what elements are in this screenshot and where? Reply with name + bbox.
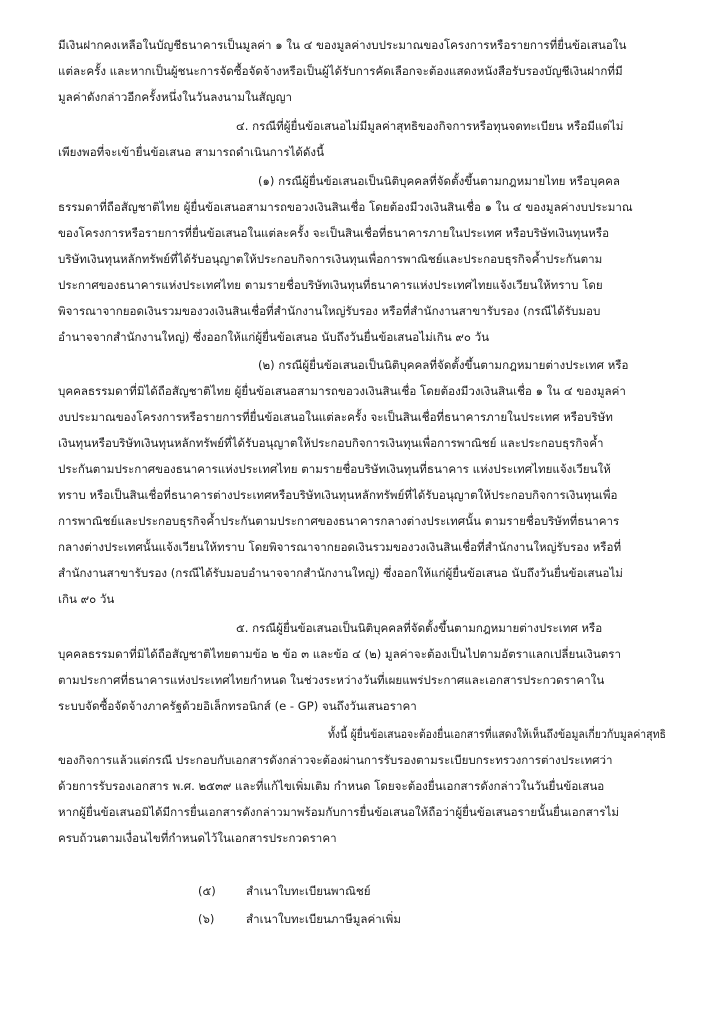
- text-line: ครบถ้วนตามเงื่อนไขที่กำหนดไว้ในเอกสารประกวดราคา: [58, 831, 337, 845]
- list-item-number: (๖): [198, 912, 215, 926]
- list-item-text: สำเนาใบทะเบียนพาณิชย์: [246, 884, 371, 898]
- text-line: เพียงพอที่จะเข้ายื่นข้อเสนอ สามารถดำเนินการได้ดังนี้: [58, 145, 325, 159]
- text-line: (๒) กรณีผู้ยื่นข้อเสนอเป็นนิติบุคคลที่จัดตั้งขึ้นตามกฎหมายต่างประเทศ หรือ: [258, 358, 629, 372]
- text-line: บุคคลธรรมดาที่มิได้ถือสัญชาติไทยตามข้อ ๒ ข้อ ๓ และข้อ ๔ (๒) มูลค่าจะต้องเป็นไปตามอัตราแลกเปลี่ยนเงินตรา: [58, 647, 622, 661]
- text-line: พิจารณาจากยอดเงินรวมของวงเงินสินเชื่อที่สำนักงานใหญ่รับรอง หรือที่สำนักงานสาขารับรอง (กรณีได้รับมอบ: [58, 304, 601, 318]
- text-line: บริษัทเงินทุนหลักทรัพย์ที่ได้รับอนุญาตให้ประกอบกิจการเงินทุนเพื่อการพาณิชย์และประกอบธุรกิจค้ำประกันตาม: [58, 252, 603, 266]
- text-line: ทั้งนี้ ผู้ยื่นข้อเสนอจะต้องยื่นเอกสารที่แสดงให้เห็นถึงข้อมูลเกี่ยวกับมูลค่าสุทธิ: [328, 727, 666, 741]
- text-line: เกิน ๙๐ วัน: [58, 592, 115, 606]
- list-item-number: (๕): [198, 884, 216, 898]
- text-line: ระบบจัดซื้อจัดจ้างภาครัฐด้วยอิเล็กทรอนิกส์ (e - GP) จนถึงวันเสนอราคา: [58, 699, 417, 713]
- text-line: ๕. กรณีผู้ยื่นข้อเสนอเป็นนิติบุคคลที่จัดตั้งขึ้นตามกฎหมายต่างประเทศ หรือ: [236, 621, 603, 635]
- text-line: ตามประกาศที่ธนาคารแห่งประเทศไทยกำหนด ในช่วงระหว่างวันที่เผยแพร่ประกาศและเอกสารประกวดราคาใน: [58, 673, 605, 687]
- list-item-text: สำเนาใบทะเบียนภาษีมูลค่าเพิ่ม: [246, 912, 401, 926]
- text-line: ทราบ หรือเป็นสินเชื่อที่ธนาคารต่างประเทศหรือบริษัทเงินทุนหลักทรัพย์ที่ได้รับอนุญาตให้ประกอบกิจการเงินทุนเพื่อ: [58, 488, 618, 502]
- text-line: (๑) กรณีผู้ยื่นข้อเสนอเป็นนิติบุคคลที่จัดตั้งขึ้นตามกฎหมายไทย หรือบุคคล: [258, 174, 620, 188]
- text-line: ประกาศของธนาคารแห่งประเทศไทย ตามรายชื่อบริษัทเงินทุนที่ธนาคารแห่งประเทศไทยแจ้งเวียนให้ทราบ โดย: [58, 278, 603, 292]
- text-line: ธรรมดาที่ถือสัญชาติไทย ผู้ยื่นข้อเสนอสามารถขอวงเงินสินเชื่อ โดยต้องมีวงเงินสินเชื่อ ๑ ใน ๔ ของมูลค่างบประมาณ: [58, 200, 633, 214]
- text-line: ของกิจการแล้วแต่กรณี ประกอบกับเอกสารดังกล่าวจะต้องผ่านการรับรองตามระเบียบกระทรวงการต่างประเทศว่า: [58, 753, 613, 767]
- text-line: การพาณิชย์และประกอบธุรกิจค้ำประกันตามประกาศของธนาคารกลางต่างประเทศนั้น ตามรายชื่อบริษัทที่ธนาคาร: [58, 514, 620, 528]
- text-line: แต่ละครั้ง และหากเป็นผู้ชนะการจัดซื้อจัดจ้างหรือเป็นผู้ได้รับการคัดเลือกจะต้องแสดงหนังสือรับรองบัญชีเงินฝากที่มี: [58, 64, 623, 78]
- text-line: งบประมาณของโครงการหรือรายการที่ยื่นข้อเสนอในแต่ละครั้ง จะเป็นสินเชื่อที่ธนาคารภายในประเทศ หรือบริษัท: [58, 410, 613, 424]
- text-line: อำนาจจากสำนักงานใหญ่) ซึ่งออกให้แก่ผู้ยื่นข้อเสนอ นับถึงวันยื่นข้อเสนอไม่เกิน ๙๐ วัน: [58, 330, 490, 344]
- text-line: ด้วยการรับรองเอกสาร พ.ศ. ๒๕๓๙ และที่แก้ไขเพิ่มเติม กำหนด โดยจะต้องยื่นเอกสารดังกล่าวในวันยื่นข้อเสนอ: [58, 779, 605, 793]
- text-line: เงินทุนหรือบริษัทเงินทุนหลักทรัพย์ที่ได้รับอนุญาตให้ประกอบกิจการเงินทุนเพื่อการพาณิชย์ และประกอบธุรกิจค้ำ: [58, 436, 604, 450]
- text-line: ๔. กรณีที่ผู้ยื่นข้อเสนอไม่มีมูลค่าสุทธิของกิจการหรือทุนจดทะเบียน หรือมีแต่ไม่: [236, 119, 624, 133]
- text-line: บุคคลธรรมดาที่มิได้ถือสัญชาติไทย ผู้ยื่นข้อเสนอสามารถขอวงเงินสินเชื่อ โดยต้องมีวงเงินสินเชื่อ ๑ ใน ๔ ของมูลค่า: [58, 384, 626, 398]
- text-line: หากผู้ยื่นข้อเสนอมิได้มีการยื่นเอกสารดังกล่าวมาพร้อมกับการยื่นข้อเสนอให้ถือว่าผู้ยื่นข้อเสนอรายนั้นยื่นเอกสารไม่: [58, 805, 619, 819]
- text-line: ประกันตามประกาศของธนาคารแห่งประเทศไทย ตามรายชื่อบริษัทเงินทุนที่ธนาคาร แห่งประเทศไทยแจ้งเวียนให้: [58, 462, 611, 476]
- text-line: มูลค่าดังกล่าวอีกครั้งหนึ่งในวันลงนามในสัญญา: [58, 90, 292, 104]
- text-line: กลางต่างประเทศนั้นแจ้งเวียนให้ทราบ โดยพิจารณาจากยอดเงินรวมของวงเงินสินเชื่อที่สำนักงานใหญ่รับรอง หรือที่: [58, 540, 622, 554]
- text-line: ของโครงการหรือรายการที่ยื่นข้อเสนอในแต่ละครั้ง จะเป็นสินเชื่อที่ธนาคารภายในประเทศ หรือบริษัทเงินทุนหรือ: [58, 226, 610, 240]
- text-line: สำนักงานสาขารับรอง (กรณีได้รับมอบอำนาจจากสำนักงานใหญ่) ซึ่งออกให้แก่ผู้ยื่นข้อเสนอ นับถึงวันยื่นข้อเสนอไม่: [58, 566, 623, 580]
- text-line: มีเงินฝากคงเหลือในบัญชีธนาคารเป็นมูลค่า ๑ ใน ๔ ของมูลค่างบประมาณของโครงการหรือรายการที่ยื่นข้อเสนอใน: [58, 38, 627, 52]
